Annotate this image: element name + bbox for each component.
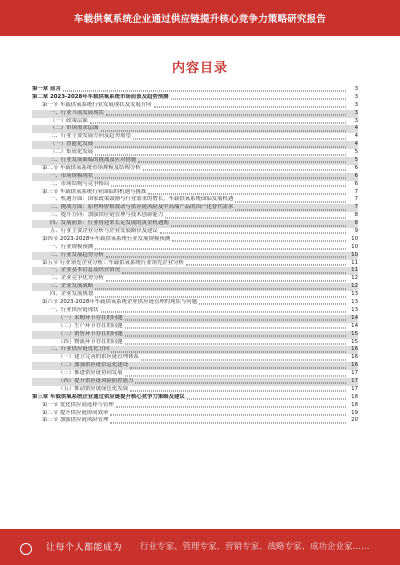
toc-page-number: 11 <box>351 259 358 266</box>
toc-page-number: 14 <box>351 314 358 321</box>
toc-entry-text: （二）生产环节存在的问题 <box>58 322 123 329</box>
toc-leader-dots <box>95 288 346 289</box>
toc-entry[interactable] <box>32 386 358 394</box>
toc-entry[interactable] <box>32 299 358 307</box>
toc-entry-text: 第二章 2023-2028年车载供氧系统市场前景及趋势预测 <box>32 93 169 100</box>
toc-entry-text: 一、行业供应链现状 <box>50 306 99 313</box>
toc-entry[interactable] <box>32 283 358 291</box>
toc-entry[interactable] <box>32 165 358 173</box>
toc-entry[interactable] <box>32 378 358 386</box>
toc-page-number: 6 <box>354 180 358 187</box>
toc-leader-dots <box>186 265 346 266</box>
toc-entry[interactable] <box>32 173 358 181</box>
toc-entry[interactable] <box>32 394 358 402</box>
toc-leader-dots <box>95 249 346 250</box>
toc-entry-text: 二、行业发展趋势分析 <box>50 251 104 258</box>
toc-leader-dots <box>116 407 346 408</box>
toc-entry[interactable] <box>32 110 358 118</box>
toc-entry[interactable] <box>32 220 358 228</box>
toc-page-number: 16 <box>351 354 358 361</box>
toc-leader-dots <box>95 154 346 155</box>
toc-entry[interactable] <box>32 244 358 252</box>
toc-leader-dots <box>95 146 346 147</box>
toc-leader-dots <box>101 312 346 313</box>
toc-page-number: 8 <box>354 220 358 227</box>
toc-entry-text: 一、机遇方面：国家政策鼓励与行业需求的增长，车载供氧系统面临发展机遇 <box>50 196 234 203</box>
toc-entry[interactable] <box>32 94 358 102</box>
toc-entry-text: 四、企业发展规划 <box>50 291 94 298</box>
toc-entry[interactable] <box>32 370 358 378</box>
toc-page-number: 13 <box>351 291 358 298</box>
toc-entry-text: （三）销售环节存在的问题 <box>58 330 123 337</box>
toc-leader-dots <box>172 241 346 242</box>
toc-entry-text: （一）建立完善的供应链管理体系 <box>58 354 139 361</box>
toc-leader-dots <box>187 399 346 400</box>
toc-page-number: 8 <box>354 212 358 219</box>
toc-entry[interactable] <box>32 228 358 236</box>
toc-entry[interactable] <box>32 362 358 370</box>
toc-page-number: 3 <box>354 109 358 116</box>
toc-entry[interactable] <box>32 189 358 197</box>
toc-entry-text: 一、行业规模预测 <box>50 243 94 250</box>
toc-entry-text: 第一节 优化供应商选择与管理 <box>42 401 114 408</box>
toc-page-number: 4 <box>354 133 358 140</box>
toc-entry[interactable] <box>32 133 358 141</box>
document-title: 车载供氧系统企业通过供应链提升核心竞争力策略研究报告 <box>73 14 327 25</box>
toc-entry[interactable] <box>32 291 358 299</box>
toc-entry[interactable] <box>32 275 358 283</box>
toc-entry-text: 第二节 提升供应链协同效率 <box>42 409 109 416</box>
toc-entry-text: 二、市场结构与竞争格局 <box>50 180 110 187</box>
toc-page-number: 13 <box>351 306 358 313</box>
toc-entry-text: 第二节 车载供氧系统市场规模及结构分析 <box>42 164 141 171</box>
toc-leader-dots <box>143 170 346 171</box>
toc-page-number: 7 <box>354 204 358 211</box>
toc-entry-text: 四、发展前景：行业将迎来长足发展的黄金机遇期 <box>50 220 169 227</box>
toc-page-number: 5 <box>354 157 358 164</box>
toc-entry-text: 一、行业当前发展现状 <box>50 109 104 116</box>
toc-leader-dots <box>125 343 346 344</box>
toc-leader-dots <box>95 296 346 297</box>
toc-page-number: 5 <box>354 149 358 156</box>
toc-entry[interactable] <box>32 315 358 323</box>
toc-leader-dots <box>130 367 346 368</box>
toc-page-number: 17 <box>351 377 358 384</box>
toc-entry[interactable] <box>32 196 358 204</box>
toc-page-number: 11 <box>351 267 358 274</box>
toc-leader-dots <box>95 178 346 179</box>
toc-leader-dots <box>133 138 346 139</box>
toc-page-number: 12 <box>351 283 358 290</box>
toc-page-number: 4 <box>354 125 358 132</box>
toc-entry[interactable] <box>32 339 358 347</box>
toc-leader-dots <box>125 328 346 329</box>
toc-page-number: 12 <box>351 275 358 282</box>
toc-entry[interactable] <box>32 267 358 275</box>
toc-leader-dots <box>235 201 346 202</box>
toc-entry-text: （一）政策层面 <box>50 117 88 124</box>
footer-tagline: 行业专家、管理专家、营销专家、战略专家、成功企业家…… <box>140 542 370 552</box>
toc-entry-text: 三、提升方向：加强供应链管理与技术创新能力 <box>50 212 164 219</box>
toc-page-number: 14 <box>351 322 358 329</box>
toc-entry-text: 第四节 2023-2028年车载供氧系统行业发展规模预测 <box>42 235 171 242</box>
toc-entry-text: 三、行业发展面临的挑战及应对措施 <box>50 157 137 164</box>
toc-entry-text: 第五节 行业领先企业分析：车载供氧系统行业领先企业分析 <box>42 259 184 266</box>
toc-page-number: 19 <box>351 409 358 416</box>
toc-entry-text: 第三节 加强供应链风险管理 <box>42 417 109 424</box>
toc-entry-text: （二）市场需求层面 <box>50 125 99 132</box>
toc-leader-dots <box>171 99 346 100</box>
toc-page-number: 16 <box>351 362 358 369</box>
toc-leader-dots <box>171 225 346 226</box>
toc-entry[interactable] <box>32 402 358 410</box>
toc-leader-dots <box>141 359 346 360</box>
toc-entry[interactable] <box>32 252 358 260</box>
toc-page-number: 17 <box>351 370 358 377</box>
toc-leader-dots <box>106 257 346 258</box>
toc-entry-text: （五）推动供应链绿色化发展 <box>58 385 129 392</box>
toc-entry[interactable] <box>32 181 358 189</box>
toc-page-number: 20 <box>351 417 358 424</box>
toc-entry-text: （一）智能化发展 <box>50 141 94 148</box>
toc-leader-dots <box>125 375 346 376</box>
toc-entry[interactable] <box>32 157 358 165</box>
toc-page-number: 10 <box>351 243 358 250</box>
toc-entry-text: （二）加强供应链信息化建设 <box>58 362 129 369</box>
toc-entry[interactable] <box>32 346 358 354</box>
toc-entry[interactable] <box>32 323 358 331</box>
toc-leader-dots <box>63 91 346 92</box>
toc-page-number: 9 <box>354 228 358 235</box>
toc-leader-dots <box>111 351 346 352</box>
toc-entry[interactable] <box>32 86 358 94</box>
toc-page-number: 15 <box>351 338 358 345</box>
toc-page-number: 10 <box>351 235 358 242</box>
toc-entry-text: 二、企业竞争优势分析 <box>50 275 104 282</box>
toc-entry[interactable] <box>32 331 358 339</box>
toc-entry[interactable] <box>32 212 358 220</box>
toc-leader-dots <box>160 233 346 234</box>
toc-leader-dots <box>148 194 346 195</box>
toc-page-number: 7 <box>354 188 358 195</box>
toc-entry[interactable] <box>32 354 358 362</box>
toc-leader-dots <box>199 304 346 305</box>
toc-entry-text: 五、行业主要企业分析与企业发展路径及建议 <box>50 228 158 235</box>
toc-leader-dots <box>138 162 346 163</box>
toc-entry-text: 第一节 车载供氧系统行业发展现状及发展方向 <box>42 101 152 108</box>
toc-entry-text: （二）集成化发展 <box>50 149 94 156</box>
toc-leader-dots <box>110 414 346 415</box>
toc-page-number: 4 <box>354 141 358 148</box>
toc-leader-dots <box>125 320 346 321</box>
toc-page-number: 7 <box>354 196 358 203</box>
toc-entry-text: 二、挑战方面：原材料价格波动与供应链风险及中高端产品的国产化替代需求 <box>50 204 234 211</box>
toc-page-number: 6 <box>354 172 358 179</box>
toc-entry[interactable] <box>32 307 358 315</box>
toc-entry-text: （四）提升供应链风险防控能力 <box>58 377 134 384</box>
toc-leader-dots <box>235 209 346 210</box>
toc-page-number: 17 <box>351 385 358 392</box>
toc-entry-text: 第六节 2023-2028年车载供氧系统企业供应链管理的现状与问题 <box>42 299 198 306</box>
toc-entry-text: 第三章 车载供氧系统企业通过供应链提升核心竞争力策略及建议 <box>32 393 185 400</box>
toc-entry[interactable] <box>32 118 358 126</box>
toc-entry[interactable] <box>32 204 358 212</box>
toc-leader-dots <box>130 391 346 392</box>
toc-leader-dots <box>165 217 346 218</box>
toc-leader-dots <box>106 115 346 116</box>
toc-entry-text: 一、市场规模现状 <box>50 172 94 179</box>
brand-logo-icon <box>20 543 32 555</box>
toc-entry-text: 三、企业发展战略 <box>50 283 94 290</box>
toc-entry[interactable] <box>32 102 358 110</box>
footer-slogan: 让每个人都能成为 <box>46 543 123 553</box>
toc-heading: 内容目录 <box>171 61 228 76</box>
toc-page-number: 3 <box>354 101 358 108</box>
toc-page-number: 10 <box>351 251 358 258</box>
toc-entry[interactable] <box>32 417 358 425</box>
document-header <box>0 0 400 36</box>
toc-leader-dots <box>101 130 346 131</box>
toc-entry-text: 第一章 前言 <box>32 86 61 92</box>
toc-entry[interactable] <box>32 149 358 157</box>
document-footer <box>0 529 400 565</box>
toc-entry-text: （一）采购环节存在的问题 <box>58 314 123 321</box>
toc-page-number: 18 <box>351 401 358 408</box>
toc-entry-text: 第三节 车载供氧系统行业面临的机遇与挑战 <box>42 188 147 195</box>
toc-entry[interactable] <box>32 236 358 244</box>
toc-page-number: 3 <box>354 93 358 100</box>
toc-leader-dots <box>125 336 346 337</box>
table-of-contents <box>32 86 358 425</box>
toc-entry[interactable] <box>32 141 358 149</box>
toc-page-number: 13 <box>351 299 358 306</box>
toc-entry-text: （三）推进供应链协同发展 <box>58 370 123 377</box>
toc-entry-text: 二、行业主要发展方向及趋势展望 <box>50 133 131 140</box>
toc-page-number: 6 <box>354 164 358 171</box>
toc-entry-text: （四）物流环节存在的问题 <box>58 338 123 345</box>
toc-leader-dots <box>90 123 346 124</box>
toc-leader-dots <box>154 107 346 108</box>
toc-entry[interactable] <box>32 125 358 133</box>
toc-entry[interactable] <box>32 410 358 418</box>
toc-leader-dots <box>111 186 346 187</box>
toc-entry-text: 二、行业供应链优化方向 <box>50 346 110 353</box>
toc-leader-dots <box>106 280 346 281</box>
toc-page-number: 18 <box>351 393 358 400</box>
toc-leader-dots <box>110 422 346 423</box>
toc-page-number: 3 <box>354 86 358 92</box>
toc-leader-dots <box>135 383 346 384</box>
toc-entry[interactable] <box>32 260 358 268</box>
toc-page-number: 15 <box>351 330 358 337</box>
toc-entry-text: 一、企业基本信息及经营情况 <box>50 267 121 274</box>
toc-page-number: 3 <box>354 117 358 124</box>
toc-leader-dots <box>122 272 346 273</box>
toc-page-number: 16 <box>351 346 358 353</box>
